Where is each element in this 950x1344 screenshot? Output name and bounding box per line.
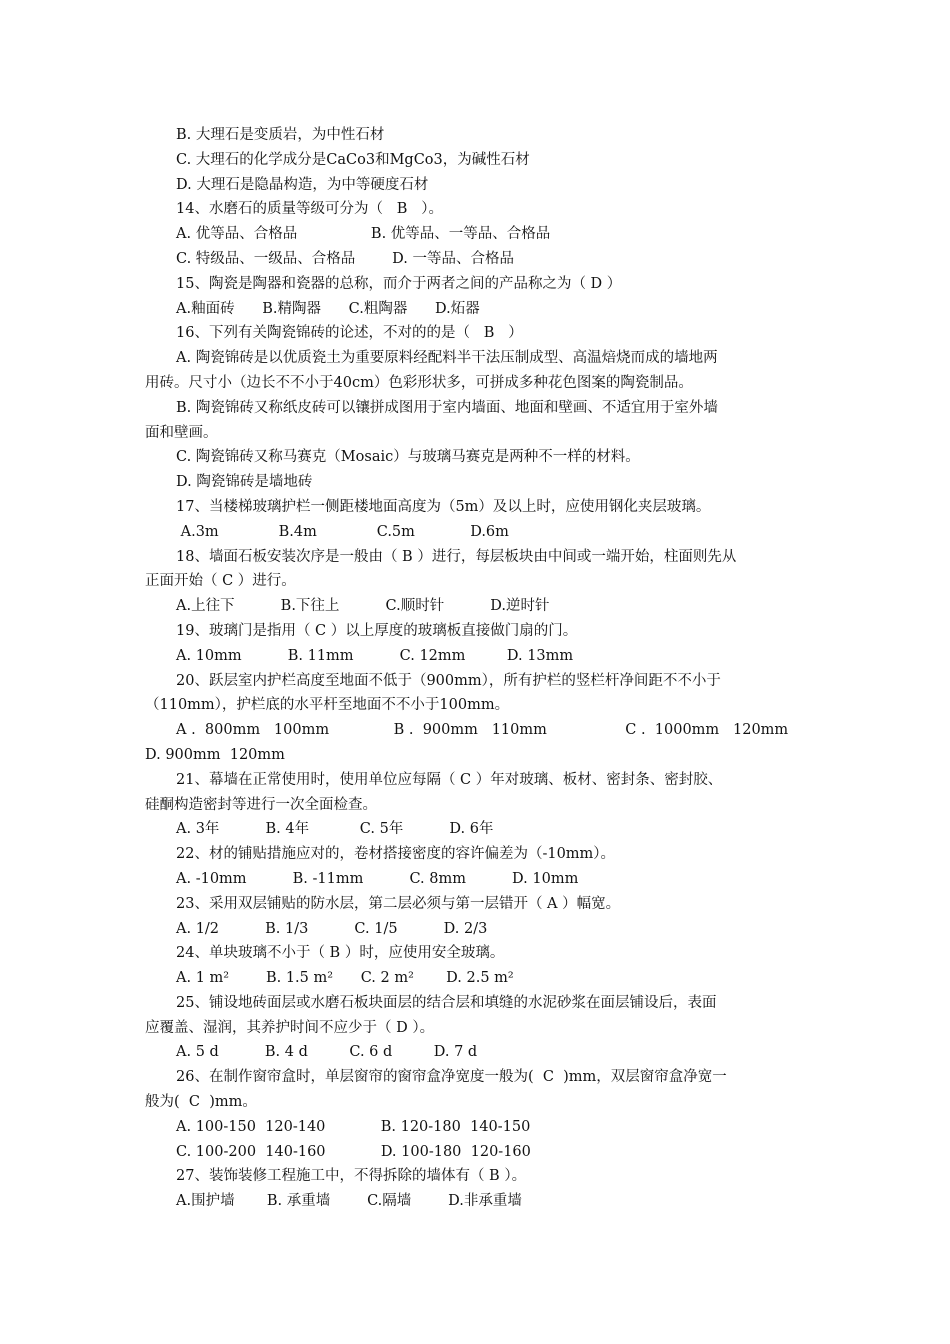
question-line: 25、铺设地砖面层或水磨石板块面层的结合层和填缝的水泥砂浆在面层铺设后，表面	[176, 994, 717, 1011]
continuation-line: 般为( C )mm。	[145, 1094, 257, 1111]
option-line: A.釉面砖 B.精陶器 C.粗陶器 D.炻器	[176, 300, 480, 317]
option-line: A . 800mm 100mm B . 900mm 110mm C . 1000mm 120mm	[176, 722, 789, 739]
continuation-line: 面和壁画。	[145, 424, 218, 441]
option-line: A.3m B.4m C.5m D.6m	[176, 523, 509, 540]
continuation-line: 正面开始（ C ）进行。	[145, 573, 296, 590]
question-line: 26、在制作窗帘盒时，单层窗帘的窗帘盒净宽度一般为( C )mm，双层窗帘盒净宽一	[176, 1069, 727, 1086]
option-line: C. 特级品、一级品、合格品 D. 一等品、合格品	[176, 250, 514, 267]
continuation-line: 用砖。尺寸小（边长不不小于40cm）色彩形状多，可拼成多种花色图案的陶瓷制品。	[145, 374, 693, 391]
question-line: 15、陶瓷是陶器和瓷器的总称，而介于两者之间的产品称之为（ D ）	[176, 275, 622, 292]
option-line: D. 陶瓷锦砖是墙地砖	[176, 474, 313, 491]
continuation-line: 应覆盖、湿润，其养护时间不应少于（ D ）。	[145, 1019, 435, 1036]
continuation-line: D. 900mm 120mm	[145, 746, 285, 763]
option-line: A. 1/2 B. 1/3 C. 1/5 D. 2/3	[176, 920, 488, 937]
question-line: 18、墙面石板安装次序是一般由（ B ）进行，每层板块由中间或一端开始，柱面则先从	[176, 548, 737, 565]
option-line: C. 大理石的化学成分是CaCo3和MgCo3，为碱性石材	[176, 151, 530, 168]
option-line: C. 陶瓷锦砖又称马赛克（Mosaic）与玻璃马赛克是两种不一样的材料。	[176, 449, 640, 466]
question-line: 20、跃层室内护栏高度至地面不低于（900mm），所有护栏的竖栏杆净间距不不小于	[176, 672, 721, 689]
option-line: B. 陶瓷锦砖又称纸皮砖可以镶拼成图用于室内墙面、地面和壁画、不适宜用于室外墙	[176, 399, 718, 416]
option-line: A. -10mm B. -11mm C. 8mm D. 10mm	[176, 870, 579, 887]
question-line: 22、材的铺贴措施应对的，卷材搭接密度的容许偏差为（-10mm）。	[176, 846, 616, 863]
option-line: A. 100-150 120-140 B. 120-180 140-150	[176, 1118, 531, 1135]
question-line: 24、单块玻璃不小于（ B ）时，应使用安全玻璃。	[176, 945, 505, 962]
option-line: A. 3年 B. 4年 C. 5年 D. 6年	[176, 821, 494, 838]
question-line: 19、玻璃门是指用（ C ）以上厚度的玻璃板直接做门扇的门。	[176, 622, 578, 639]
option-line: A. 陶瓷锦砖是以优质瓷土为重要原料经配料半干法压制成型、高温焙烧而成的墙地两	[176, 350, 718, 367]
document-body	[145, 123, 809, 1214]
option-line: B. 大理石是变质岩，为中性石材	[176, 127, 385, 143]
option-line: A.上往下 B.下往上 C.顺时针 D.逆时针	[176, 598, 550, 615]
question-line: 16、下列有关陶瓷锦砖的论述，不对的的是（ B ）	[176, 325, 523, 342]
question-line: 27、装饰装修工程施工中，不得拆除的墙体有（ B ）。	[176, 1168, 527, 1185]
continuation-line: （110mm），护栏底的水平杆至地面不不小于100mm。	[145, 697, 510, 714]
continuation-line: 硅酮构造密封等进行一次全面检查。	[145, 796, 377, 813]
option-line: C. 100-200 140-160 D. 100-180 120-160	[176, 1143, 531, 1160]
option-line: D. 大理石是隐晶构造，为中等硬度石材	[176, 176, 429, 193]
option-line: A. 5 d B. 4 d C. 6 d D. 7 d	[176, 1044, 478, 1061]
option-line: A.围护墙 B. 承重墙 C.隔墙 D.非承重墙	[176, 1193, 522, 1210]
option-line: A. 1 m² B. 1.5 m² C. 2 m² D. 2.5 m²	[176, 970, 514, 987]
question-line: 14、水磨石的质量等级可分为（ B ）。	[176, 201, 444, 218]
option-line: A. 10mm B. 11mm C. 12mm D. 13mm	[176, 647, 574, 664]
question-line: 17、当楼梯玻璃护栏一侧距楼地面高度为（5m）及以上时，应使用钢化夹层玻璃。	[176, 498, 711, 515]
question-line: 23、采用双层铺贴的防水层，第二层必须与第一层错开（ A ）幅宽。	[176, 895, 621, 912]
question-line: 21、幕墙在正常使用时，使用单位应每隔（ C ）年对玻璃、板材、密封条、密封胶、	[176, 771, 723, 788]
option-line: A. 优等品、合格品 B. 优等品、一等品、合格品	[176, 226, 551, 243]
